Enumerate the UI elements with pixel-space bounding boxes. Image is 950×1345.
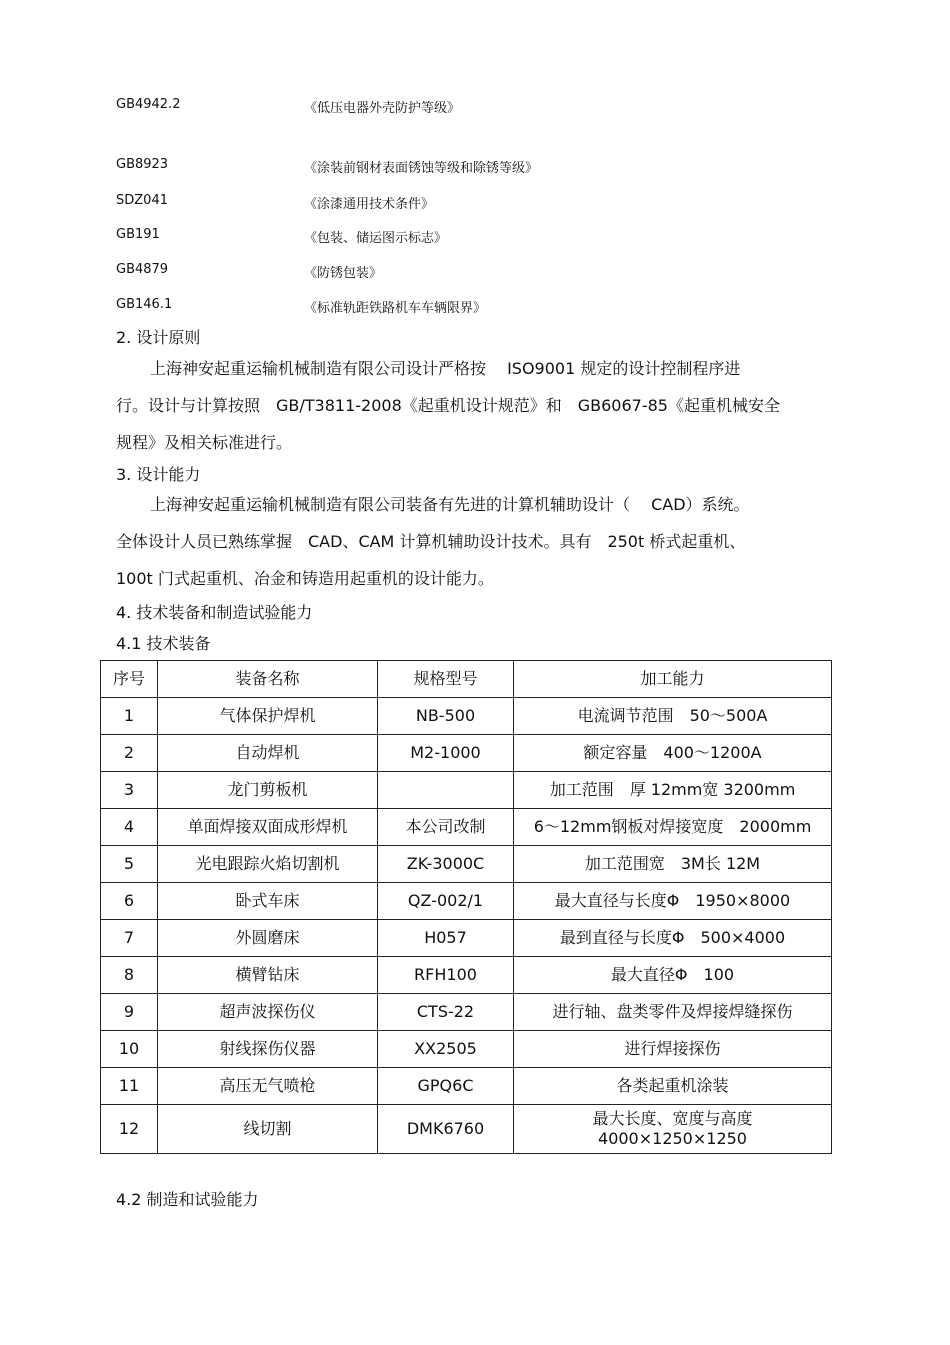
subsection-heading: 4.1 技术装备 (116, 634, 211, 653)
column-header: 装备名称 (158, 661, 378, 698)
table-cell: 横臂钻床 (158, 957, 378, 994)
table-cell: 6 (101, 883, 158, 920)
section-heading: 3. 设计能力 (116, 465, 201, 484)
table-row (101, 1105, 832, 1154)
table-cell: 6～12mm钢板对焊接宽度 2000mm (514, 809, 832, 846)
table-cell: 7 (101, 920, 158, 957)
table-cell: 额定容量 400～1200A (514, 735, 832, 772)
column-header: 序号 (101, 661, 158, 698)
table-cell: 最大直径与长度Φ 1950×8000 (514, 883, 832, 920)
table-cell: 最大直径Φ 100 (514, 957, 832, 994)
table-cell: XX2505 (378, 1031, 514, 1068)
table-header-row (101, 661, 832, 698)
table-cell: 12 (101, 1105, 158, 1154)
column-header: 加工能力 (514, 661, 832, 698)
table-cell: NB-500 (378, 698, 514, 735)
table-cell: RFH100 (378, 957, 514, 994)
paragraph-line: 行。设计与计算按照 GB/T3811-2008《起重机设计规范》和 GB6067-85《起重机械安全 (116, 396, 780, 415)
standard-title: 《防锈包装》 (304, 266, 383, 281)
table-cell: 单面焊接双面成形焊机 (158, 809, 378, 846)
standard-code: GB4879 (116, 262, 169, 277)
table-cell: 进行轴、盘类零件及焊接焊缝探伤 (514, 994, 832, 1031)
equipment-table (100, 660, 832, 1154)
table-cell (378, 772, 514, 809)
section-paragraph (116, 350, 836, 461)
table-cell: ZK-3000C (378, 846, 514, 883)
column-header: 规格型号 (378, 661, 514, 698)
section-heading: 4. 技术装备和制造试验能力 (116, 603, 313, 622)
standard-code: GB8923 (116, 157, 169, 172)
standard-code: SDZ041 (116, 193, 168, 208)
table-cell: 4 (101, 809, 158, 846)
table-row (101, 883, 832, 920)
table-cell: 1 (101, 698, 158, 735)
table-row (101, 735, 832, 772)
table-cell: 超声波探伤仪 (158, 994, 378, 1031)
table-cell: 最大长度、宽度与高度 4000×1250×1250 (514, 1105, 832, 1154)
table-cell: 外圆磨床 (158, 920, 378, 957)
table-row (101, 809, 832, 846)
table-row (101, 698, 832, 735)
table-cell: H057 (378, 920, 514, 957)
table-cell: 5 (101, 846, 158, 883)
section-heading: 2. 设计原则 (116, 328, 201, 347)
subsection-heading: 4.2 制造和试验能力 (116, 1190, 259, 1209)
table-row (101, 772, 832, 809)
paragraph-line: 上海神安起重运输机械制造有限公司装备有先进的计算机辅助设计（ CAD）系统。 (150, 495, 750, 514)
table-cell: 本公司改制 (378, 809, 514, 846)
table-row (101, 994, 832, 1031)
table-cell: 高压无气喷枪 (158, 1068, 378, 1105)
table-cell: 加工范围 厚 12mm宽 3200mm (514, 772, 832, 809)
table-cell: 加工范围宽 3M长 12M (514, 846, 832, 883)
table-cell: 2 (101, 735, 158, 772)
table-cell: 各类起重机涂装 (514, 1068, 832, 1105)
table-cell: 3 (101, 772, 158, 809)
section-paragraph (116, 486, 836, 597)
table-cell: 电流调节范围 50～500A (514, 698, 832, 735)
table-cell: 龙门剪板机 (158, 772, 378, 809)
paragraph-line: 规程》及相关标准进行。 (116, 433, 293, 452)
table-cell: 10 (101, 1031, 158, 1068)
table-cell: 9 (101, 994, 158, 1031)
table-cell: 11 (101, 1068, 158, 1105)
standard-title: 《标准轨距铁路机车车辆限界》 (304, 301, 487, 316)
table-cell: GPQ6C (378, 1068, 514, 1105)
table-cell: DMK6760 (378, 1105, 514, 1154)
table-row (101, 846, 832, 883)
table-cell: 卧式车床 (158, 883, 378, 920)
table-cell: QZ-002/1 (378, 883, 514, 920)
table-cell: 线切割 (158, 1105, 378, 1154)
table-cell: 自动焊机 (158, 735, 378, 772)
table-cell: 最到直径与长度Φ 500×4000 (514, 920, 832, 957)
table-row (101, 920, 832, 957)
table-cell: 8 (101, 957, 158, 994)
paragraph-line: 上海神安起重运输机械制造有限公司设计严格按 ISO9001 规定的设计控制程序进 (150, 359, 741, 378)
standard-code: GB146.1 (116, 297, 173, 312)
standard-title: 《包装、储运图示标志》 (304, 231, 448, 246)
standard-code: GB4942.2 (116, 97, 181, 112)
paragraph-line: 全体设计人员已熟练掌握 CAD、CAM 计算机辅助设计技术。具有 250t 桥式起重机、 (116, 532, 746, 551)
table-row (101, 957, 832, 994)
standard-title: 《涂装前钢材表面锈蚀等级和除锈等级》 (304, 161, 539, 176)
paragraph-line: 100t 门式起重机、冶金和铸造用起重机的设计能力。 (116, 569, 494, 588)
table-cell: 光电跟踪火焰切割机 (158, 846, 378, 883)
standard-code: GB191 (116, 227, 160, 242)
standard-title: 《涂漆通用技术条件》 (304, 197, 435, 212)
table-cell: 气体保护焊机 (158, 698, 378, 735)
table-row (101, 1068, 832, 1105)
table-cell: 进行焊接探伤 (514, 1031, 832, 1068)
standard-title: 《低压电器外壳防护等级》 (304, 101, 461, 116)
table-cell: CTS-22 (378, 994, 514, 1031)
table-cell: M2-1000 (378, 735, 514, 772)
table-cell: 射线探伤仪器 (158, 1031, 378, 1068)
table-row (101, 1031, 832, 1068)
